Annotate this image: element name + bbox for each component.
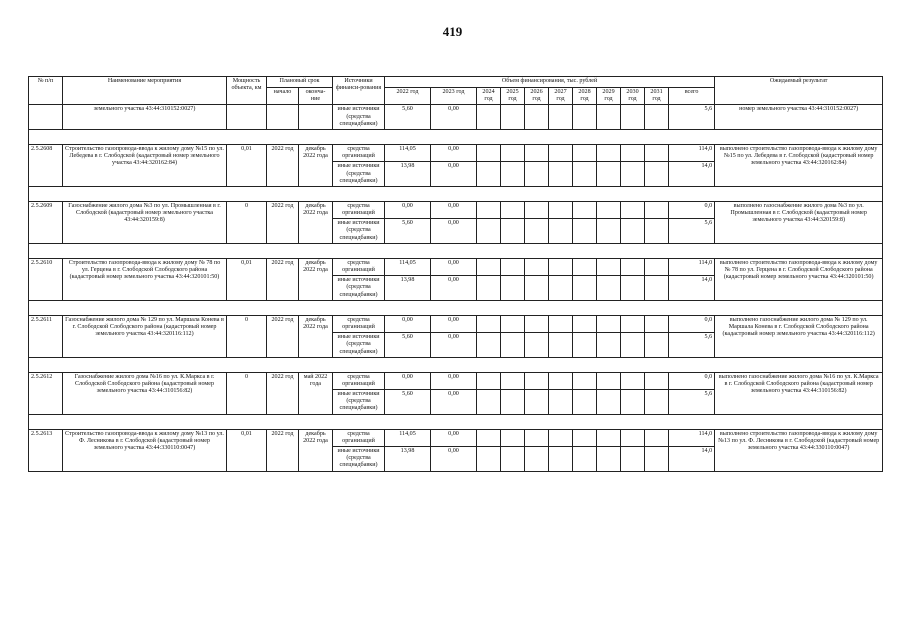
measure-name: Строительство газопровода-ввода к жилому дому № 78 по ул. Герцена в г. Слободской Слободского района (кадастровый номер земельного участка 43:44:320101:50)	[63, 258, 227, 300]
header-result: Ожидаемый результат	[715, 77, 883, 105]
funding-source: иные источники (средства спецнадбавки)	[333, 333, 385, 358]
capacity: 0,01	[227, 258, 267, 300]
value-total: 114,0	[669, 144, 715, 161]
header-year: 2031 год	[645, 88, 669, 105]
measure-name: Строительство газопровода-ввода к жилому дому №15 по ул. Лебедева в г. Слободской (кадастровый номер земельного участка 43:44:320162:84)	[63, 144, 227, 186]
value-2023: 0,00	[431, 372, 477, 389]
funding-source: иные источники (средства спецнадбавки)	[333, 105, 385, 130]
funding-source: иные источники (средства спецнадбавки)	[333, 162, 385, 187]
funding-source: иные источники (средства спецнадбавки)	[333, 219, 385, 244]
funding-source: средства организаций	[333, 144, 385, 161]
header-year: 2028 год	[573, 88, 597, 105]
header-year: 2025 год	[501, 88, 525, 105]
value-2022: 5,60	[385, 219, 431, 244]
header-start: начало	[267, 88, 299, 105]
header-year: 2022 год	[385, 88, 431, 105]
capacity: 0,01	[227, 429, 267, 471]
value-2023: 0,00	[431, 105, 477, 130]
value-2022: 13,98	[385, 447, 431, 472]
page-number: 419	[442, 24, 463, 39]
value-2022: 13,98	[385, 276, 431, 301]
capacity: 0	[227, 315, 267, 357]
value-2023: 0,00	[431, 315, 477, 332]
start-date: 2022 год	[267, 258, 299, 300]
header-no: № п/п	[29, 77, 63, 105]
expected-result: выполнено строительство газопровода-ввода к жилому дому № 78 по ул. Герцена в г. Слободской Слободского района (кадастровый номер земельного участка 43:44:320101:50)	[715, 258, 883, 300]
value-total: 114,0	[669, 258, 715, 275]
table-row	[29, 201, 883, 218]
value-2023: 0,00	[431, 333, 477, 358]
row-number: 2.5.2612	[29, 372, 63, 414]
measure-name: земельного участка 43:44:310152:0027)	[63, 105, 227, 130]
value-2023: 0,00	[431, 429, 477, 446]
table-row	[29, 429, 883, 446]
start-date: 2022 год	[267, 144, 299, 186]
expected-result: выполнено строительство газопровода-ввода к жилому дому №13 по ул. Ф. Лесникова в г. Слободской (кадастровый номер земельного участка 43:44:330110:0047)	[715, 429, 883, 471]
expected-result: выполнено газоснабжение жилого дома №16 по ул. К.Маркса в г. Слободской Слободского района (кадастровый номер земельного участка 43:44:310156:82)	[715, 372, 883, 414]
value-2023: 0,00	[431, 390, 477, 415]
header-plan-term: Плановый срок	[267, 77, 333, 88]
value-2022: 0,00	[385, 372, 431, 389]
row-number: 2.5.2610	[29, 258, 63, 300]
value-2022: 0,00	[385, 201, 431, 218]
value-total: 5,6	[669, 105, 715, 130]
header-name: Наименование мероприятия	[63, 77, 227, 105]
header-year: 2023 год	[431, 88, 477, 105]
header-year: 2029 год	[597, 88, 621, 105]
start-date: 2022 год	[267, 372, 299, 414]
value-2023: 0,00	[431, 201, 477, 218]
row-number: 2.5.2611	[29, 315, 63, 357]
end-date: декабрь 2022 года	[299, 258, 333, 300]
value-total: 0,0	[669, 315, 715, 332]
value-total: 0,0	[669, 372, 715, 389]
end-date: декабрь 2022 года	[299, 429, 333, 471]
table-row	[29, 105, 883, 130]
expected-result: выполнено газоснабжение жилого дома №3 по ул. Промышленная в г. Слободской (кадастровый номер земельного участка 43:44:320159:8)	[715, 201, 883, 243]
funding-source: средства организаций	[333, 372, 385, 389]
value-2022: 5,60	[385, 105, 431, 130]
end-date: декабрь 2022 года	[299, 201, 333, 243]
header-year: 2027 год	[549, 88, 573, 105]
capacity: 0,01	[227, 144, 267, 186]
header-funding: Объем финансирования, тыс. рублей	[385, 77, 715, 88]
start-date: 2022 год	[267, 429, 299, 471]
measure-name: Строительство газопровода-ввода к жилому дому №13 по ул. Ф. Лесникова в г. Слободской (кадастровый номер земельного участка 43:44:330110:0047)	[63, 429, 227, 471]
expected-result: номер земельного участка 43:44:310152:0027)	[715, 105, 883, 130]
funding-source: иные источники (средства спецнадбавки)	[333, 447, 385, 472]
value-2022: 114,05	[385, 258, 431, 275]
value-2023: 0,00	[431, 276, 477, 301]
table-row	[29, 372, 883, 389]
value-2023: 0,00	[431, 219, 477, 244]
funding-source: иные источники (средства спецнадбавки)	[333, 390, 385, 415]
measure-name: Газоснабжение жилого дома №16 по ул. К.Маркса в г. Слободской Слободского района (кадастровый номер земельного участка 43:44:310156:82)	[63, 372, 227, 414]
end-date: декабрь 2022 года	[299, 315, 333, 357]
value-total: 114,0	[669, 429, 715, 446]
measure-name: Газоснабжение жилого дома № 129 по ул. Маршала Конева в г. Слободской Слободского района (кадастровый номер земельного участка 43:44:320116:112)	[63, 315, 227, 357]
value-total: 14,0	[669, 447, 715, 472]
end-date: май 2022 года	[299, 372, 333, 414]
header-total: всего	[669, 88, 715, 105]
expected-result: выполнено газоснабжение жилого дома № 129 по ул. Маршала Конева в г. Слободской Слободского района (кадастровый номер земельного участка 43:44:320116:112)	[715, 315, 883, 357]
expected-result: выполнено строительство газопровода-ввода к жилому дому №15 по ул. Лебедева в г. Слободской (кадастровый номер земельного участка 43:44:320162:84)	[715, 144, 883, 186]
value-2022: 5,60	[385, 333, 431, 358]
value-total: 5,6	[669, 333, 715, 358]
header-year: 2030 год	[621, 88, 645, 105]
table-row	[29, 144, 883, 161]
funding-source: средства организаций	[333, 258, 385, 275]
header-end: оконча-ние	[299, 88, 333, 105]
measure-name: Газоснабжение жилого дома №3 по ул. Промышленная в г. Слободской (кадастровый номер земельного участка 43:44:320159:8)	[63, 201, 227, 243]
header-year: 2026 год	[525, 88, 549, 105]
funding-table	[28, 76, 883, 472]
value-2023: 0,00	[431, 258, 477, 275]
value-2023: 0,00	[431, 447, 477, 472]
row-number: 2.5.2608	[29, 144, 63, 186]
value-2022: 114,05	[385, 144, 431, 161]
value-total: 5,6	[669, 390, 715, 415]
funding-source: иные источники (средства спецнадбавки)	[333, 276, 385, 301]
header-capacity: Мощность объекта, км	[227, 77, 267, 105]
value-total: 5,6	[669, 219, 715, 244]
funding-source: средства организаций	[333, 429, 385, 446]
row-number: 2.5.2613	[29, 429, 63, 471]
value-2022: 5,60	[385, 390, 431, 415]
capacity: 0	[227, 201, 267, 243]
row-number: 2.5.2609	[29, 201, 63, 243]
capacity: 0	[227, 372, 267, 414]
value-2023: 0,00	[431, 162, 477, 187]
start-date: 2022 год	[267, 315, 299, 357]
value-2023: 0,00	[431, 144, 477, 161]
table-row	[29, 258, 883, 275]
value-2022: 114,05	[385, 429, 431, 446]
table-row	[29, 315, 883, 332]
value-total: 14,0	[669, 276, 715, 301]
value-2022: 0,00	[385, 315, 431, 332]
value-2022: 13,98	[385, 162, 431, 187]
header-year: 2024 год	[477, 88, 501, 105]
funding-source: средства организаций	[333, 201, 385, 218]
start-date: 2022 год	[267, 201, 299, 243]
value-total: 14,0	[669, 162, 715, 187]
value-total: 0,0	[669, 201, 715, 218]
header-sources: Источники финанси-рования	[333, 77, 385, 105]
funding-source: средства организаций	[333, 315, 385, 332]
end-date: декабрь 2022 года	[299, 144, 333, 186]
